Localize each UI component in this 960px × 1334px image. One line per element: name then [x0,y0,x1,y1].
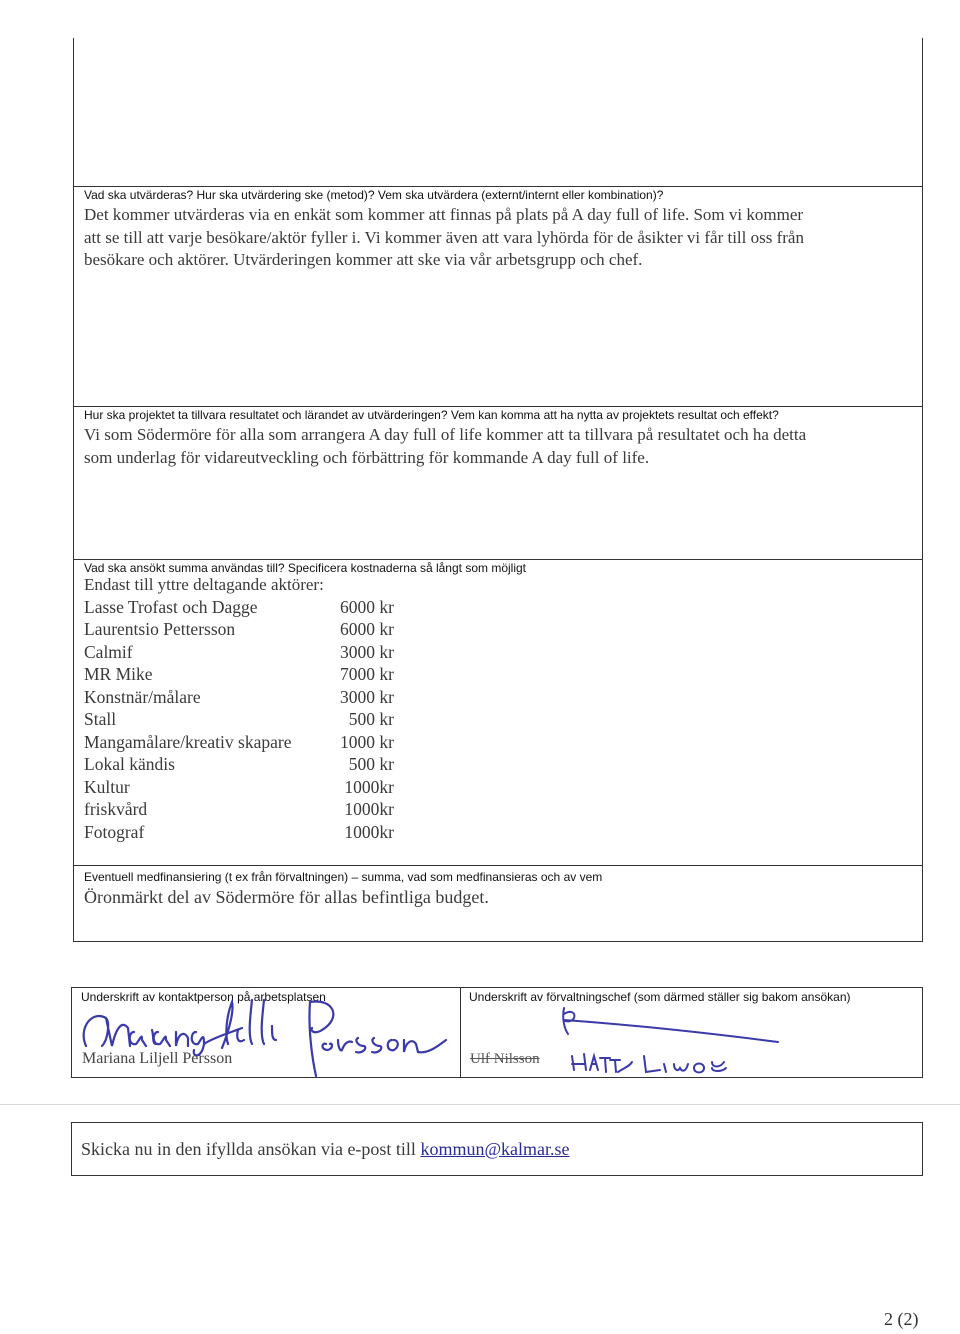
cofunding-label: Eventuell medfinansiering (t ex från förvaltningen) – summa, vad som medfinansieras och av vem [84,870,603,884]
page-divider [0,1104,960,1105]
cost-amount: 7000 kr [340,664,394,685]
costs-label: Vad ska ansökt summa användas till? Specificera kostnaderna så långt som möjligt [84,561,527,575]
cost-item: Lasse Trofast och Dagge [84,596,258,617]
cost-row [84,821,394,844]
contact-signature-label: Underskrift av kontaktperson på arbetsplatsen [81,990,326,1004]
cost-amount: 3000 kr [340,686,394,707]
cost-amount: 1000kr [344,776,394,797]
manager-signature-cell [460,988,922,1077]
cost-row [84,709,394,732]
cost-row [84,686,394,709]
email-link[interactable]: kommun@kalmar.se [420,1139,570,1159]
learning-line: Vi som Södermöre för alla som arrangera A day full of life kommer att ta tillvara på resultatet och ha detta [84,425,807,444]
cost-item: Calmif [84,641,133,662]
learning-answer [84,424,910,469]
cost-item: Stall [84,709,117,730]
submit-instruction [81,1139,570,1160]
evaluation-line: besökare och aktörer. Utvärderingen kommer att ske via vår arbetsgrupp och chef. [84,250,643,269]
cost-row [84,664,394,687]
cost-item: Laurentsio Pettersson [84,619,236,640]
application-form [73,38,923,942]
evaluation-line: Det kommer utvärderas via en enkät som kommer att finnas på plats på A day full of life. Som vi kommer [84,205,804,224]
cost-item: Fotograf [84,821,145,842]
cost-row [84,619,394,642]
cost-row [84,776,394,799]
cost-amount: 6000 kr [340,596,394,617]
cost-row [84,754,394,777]
cost-row [84,641,394,664]
cost-amount: 3000 kr [340,641,394,662]
cost-amount: 500 kr [348,754,394,775]
learning-label: Hur ska projektet ta tillvara resultatet och lärandet av utvärderingen? Vem kan komma att ha nytta av projektets resultat och effekt? [84,408,779,422]
cost-amount: 1000 kr [340,731,394,752]
cost-item: MR Mike [84,664,153,685]
cost-row [84,799,394,822]
cost-list [84,596,394,844]
cost-item: Kultur [84,776,130,797]
signature-box [71,987,923,1078]
cofunding-text: Öronmärkt del av Södermöre för allas befintliga budget. [84,887,489,907]
cofunding-section [74,865,922,943]
evaluation-answer [84,204,910,272]
evaluation-label: Vad ska utvärderas? Hur ska utvärdering ske (metod)? Vem ska utvärdera (externt/internt eller kombination)? [84,188,664,202]
cost-item: Lokal kändis [84,754,175,775]
learning-line: som underlag för vidareutveckling och förbättring för kommande A day full of life. [84,447,650,467]
cost-row [84,731,394,754]
cost-amount: 6000 kr [340,619,394,640]
evaluation-section [74,186,922,407]
page-number: 2 (2) [884,1309,919,1329]
cost-amount: 1000kr [344,799,394,820]
cost-item: friskvård [84,799,148,820]
cost-amount: 1000kr [344,821,394,842]
contact-printed-name: Mariana Liljell Persson [82,1050,233,1067]
costs-intro: Endast till yttre deltagande aktörer: [84,575,324,594]
evaluation-line: att se till att varje besökare/aktör fyller i. Vi kommer även att vara lyhörda för de åsikter vi får till oss från [84,227,804,247]
manager-signature-label: Underskrift av förvaltningschef (som därmed ställer sig bakom ansökan) [469,990,851,1004]
contact-signature-cell [72,988,461,1077]
cost-row [84,596,394,619]
learning-section [74,406,922,560]
manager-printed-name: Ulf Nilsson [470,1051,540,1067]
costs-section [74,559,922,866]
cost-amount: 500 kr [348,709,394,730]
submit-instruction-box [71,1122,923,1176]
cost-item: Mangamålare/kreativ skapare [84,731,292,752]
submit-text: Skicka nu in den ifyllda ansökan via e-post till [81,1139,421,1159]
cost-item: Konstnär/målare [84,686,201,707]
